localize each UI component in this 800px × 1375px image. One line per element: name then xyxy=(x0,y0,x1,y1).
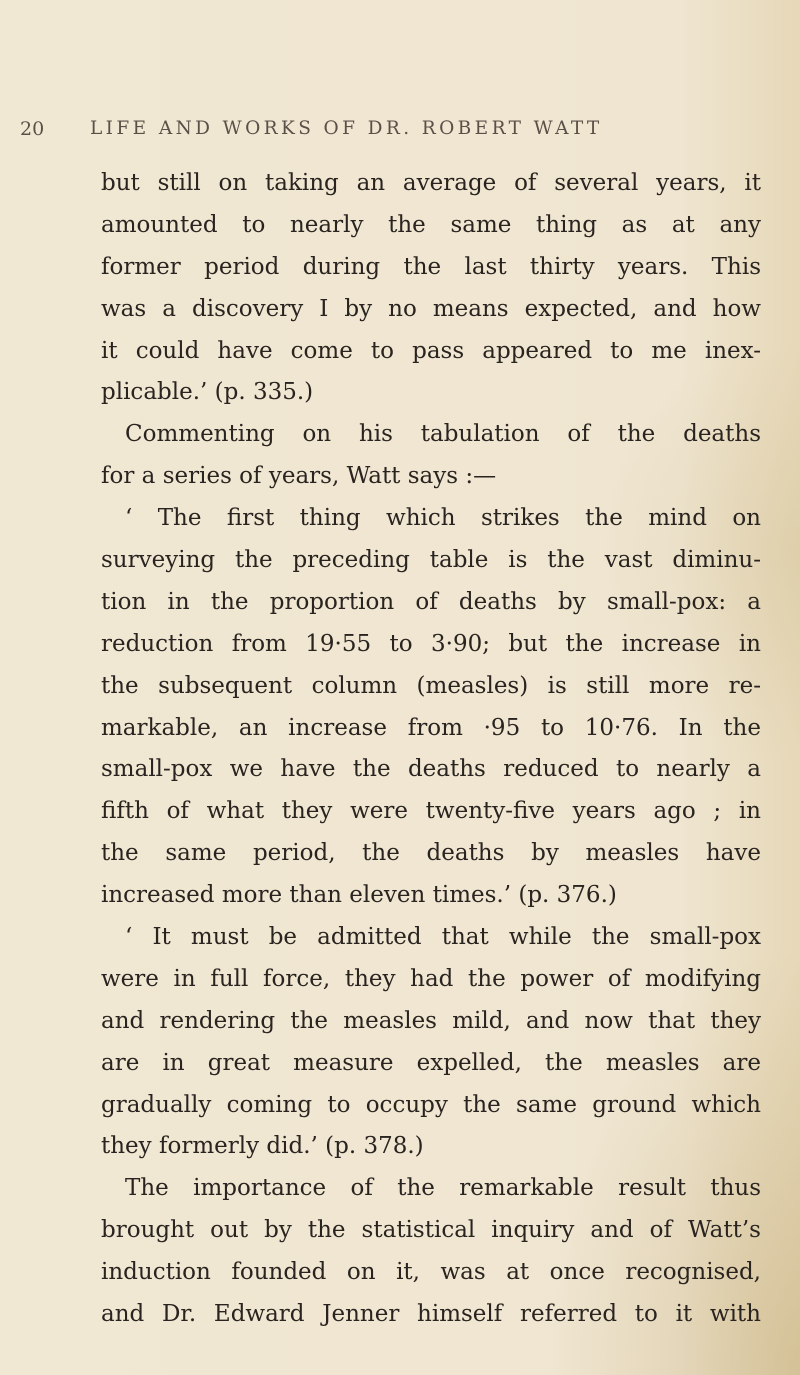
running-head xyxy=(0,116,800,146)
text-line: amounted to nearly the same thing as at any xyxy=(101,211,761,238)
text-line: it could have come to pass appeared to me inex- xyxy=(101,337,761,364)
text-line: the same period, the deaths by measles have xyxy=(101,840,761,867)
text-line: The importance of the remarkable result thus xyxy=(125,1175,761,1202)
running-title: LIFE AND WORKS OF DR. ROBERT WATT xyxy=(90,118,603,139)
text-line: for a series of years, Watt says :— xyxy=(101,463,497,490)
text-line: small-pox we have the deaths reduced to nearly a xyxy=(101,756,761,783)
text-line: gradually coming to occupy the same ground which xyxy=(101,1091,761,1118)
text-line: and Dr. Edward Jenner himself referred to it with xyxy=(101,1301,761,1328)
text-line: ‘ The first thing which strikes the mind on xyxy=(125,505,761,532)
text-line: induction founded on it, was at once recognised, xyxy=(101,1259,761,1286)
text-line: plicable.’ (p. 335.) xyxy=(101,379,314,406)
text-line: was a discovery I by no means expected, and how xyxy=(101,295,761,322)
text-line: and rendering the measles mild, and now that they xyxy=(101,1007,761,1034)
text-line: tion in the proportion of deaths by small-pox: a xyxy=(101,588,761,615)
text-line: surveying the preceding table is the vast diminu- xyxy=(101,547,761,574)
page-number: 20 xyxy=(20,118,45,140)
text-line: they formerly did.’ (p. 378.) xyxy=(101,1133,424,1160)
text-line: increased more than eleven times.’ (p. 376.) xyxy=(101,882,617,909)
text-line: reduction from 19·55 to 3·90; but the increase in xyxy=(101,630,761,657)
text-line: fifth of what they were twenty-five years ago ; in xyxy=(101,798,761,825)
body-text xyxy=(101,163,761,1336)
text-line: Commenting on his tabulation of the deaths xyxy=(125,421,761,448)
text-line: ‘ It must be admitted that while the small-pox xyxy=(125,924,761,951)
text-line: former period during the last thirty years. This xyxy=(101,253,761,280)
text-line: the subsequent column (measles) is still more re- xyxy=(101,672,761,699)
text-line: but still on taking an average of several years, it xyxy=(101,170,761,196)
text-line: markable, an increase from ·95 to 10·76. In the xyxy=(101,714,761,741)
text-line: are in great measure expelled, the measles are xyxy=(101,1049,761,1076)
text-line: brought out by the statistical inquiry and of Watt’s xyxy=(101,1217,761,1244)
text-line: were in full force, they had the power of modifying xyxy=(101,965,761,992)
